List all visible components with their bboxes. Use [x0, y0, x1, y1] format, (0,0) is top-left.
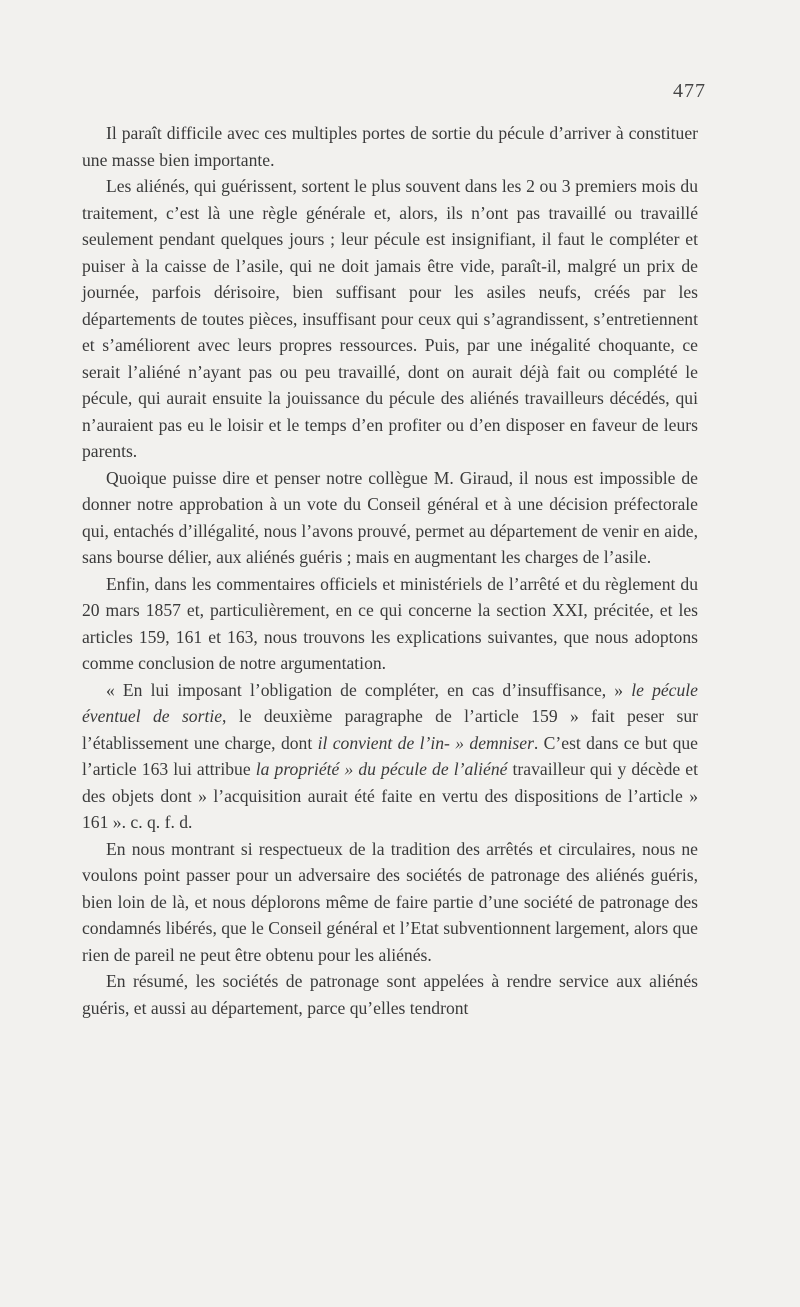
quote-emphasis-3: la propriété » du pécule de l’aliéné [255, 759, 508, 779]
body-text [82, 120, 698, 1021]
quote-part-4: travailleur qui y décède et des objets dont » l’acquisition aurait été faite en vertu des dispositions de l’article » 161 ». c. q. f. d. [82, 759, 698, 832]
paragraph-1: Il paraît difficile avec ces multiples portes de sortie du pécule d’arriver à constituer une masse bien importante. [82, 123, 698, 170]
paragraph-4: Enfin, dans les commentaires officiels et ministériels de l’arrêté et du règlement du 20 mars 1857 et, particulièrement, en ce qui concerne la section XXI, précitée, et les articles 159, 161 et 163, nous trouvons les explications suivantes, que nous adoptons comme conclusion de notre argumentation. [82, 573, 698, 673]
paragraph-3: Quoique puisse dire et penser notre collègue M. Giraud, il nous est impossible de donner notre approbation à un vote du Conseil général et à une décision préfectorale qui, entachés d’illégalité, nous l’avons prouvé, permet au département de venir en aide, sans bourse délier, aux aliénés guéris ; mais en augmentant les charges de l’asile. [82, 467, 698, 567]
paragraph-5: En nous montrant si respectueux de la tradition des arrêtés et circulaires, nous ne voulons point passer pour un adversaire des sociétés de patronage des aliénés guéris, bien loin de là, et nous déplorons même de faire partie d’une société de patronage des condamnés libérés, que le Conseil général et l’Etat subventionnent largement, alors que rien de pareil ne peut être obtenu pour les aliénés. [82, 838, 698, 965]
paragraph-2: Les aliénés, qui guérissent, sortent le plus souvent dans les 2 ou 3 premiers mois du traitement, c’est là une règle générale et, alors, ils n’ont pas travaillé ou travaillé seulement pendant quelques jours ; leur pécule est insignifiant, il faut le compléter et puiser à la caisse de l’asile, qui ne doit jamais être vide, paraît-il, malgré un prix de journée, parfois dérisoire, bien suffisant pour les asiles neufs, créés par les départements de toutes pièces, insuffisant pour ceux qui s’agrandissent, s’entretiennent et s’améliorent avec leurs propres ressources. Puis, par une inégalité choquante, ce serait l’aliéné n’ayant pas ou peu travaillé, dont on aurait déjà fait ou complété le pécule, qui aurait ensuite la jouissance du pécule des aliénés travailleurs décédés, qui n’auraient pas eu le loisir et le temps d’en profiter ou d’en disposer en faveur de leurs parents. [82, 176, 698, 461]
quote-emphasis-2: il convient de l’in- » demniser [317, 732, 534, 753]
quote-part-2: , le deuxième paragraphe de l’article 159 » fait peser sur l’établissement une charge, dont [82, 706, 698, 753]
paragraph-6: En résumé, les sociétés de patronage sont appelées à rendre service aux aliénés guéris, et aussi au département, parce qu’elles tendront [82, 971, 698, 1018]
quotation [82, 677, 698, 836]
page-number: 477 [673, 80, 706, 102]
quote-part-1: « En lui imposant l’obligation de compléter, en cas d’insuffisance, » [106, 679, 632, 700]
quote-emphasis-1: le pécule éventuel de sortie [82, 679, 698, 726]
quote-part-3: . C’est dans ce but que l’article 163 lui attribue [82, 732, 698, 779]
